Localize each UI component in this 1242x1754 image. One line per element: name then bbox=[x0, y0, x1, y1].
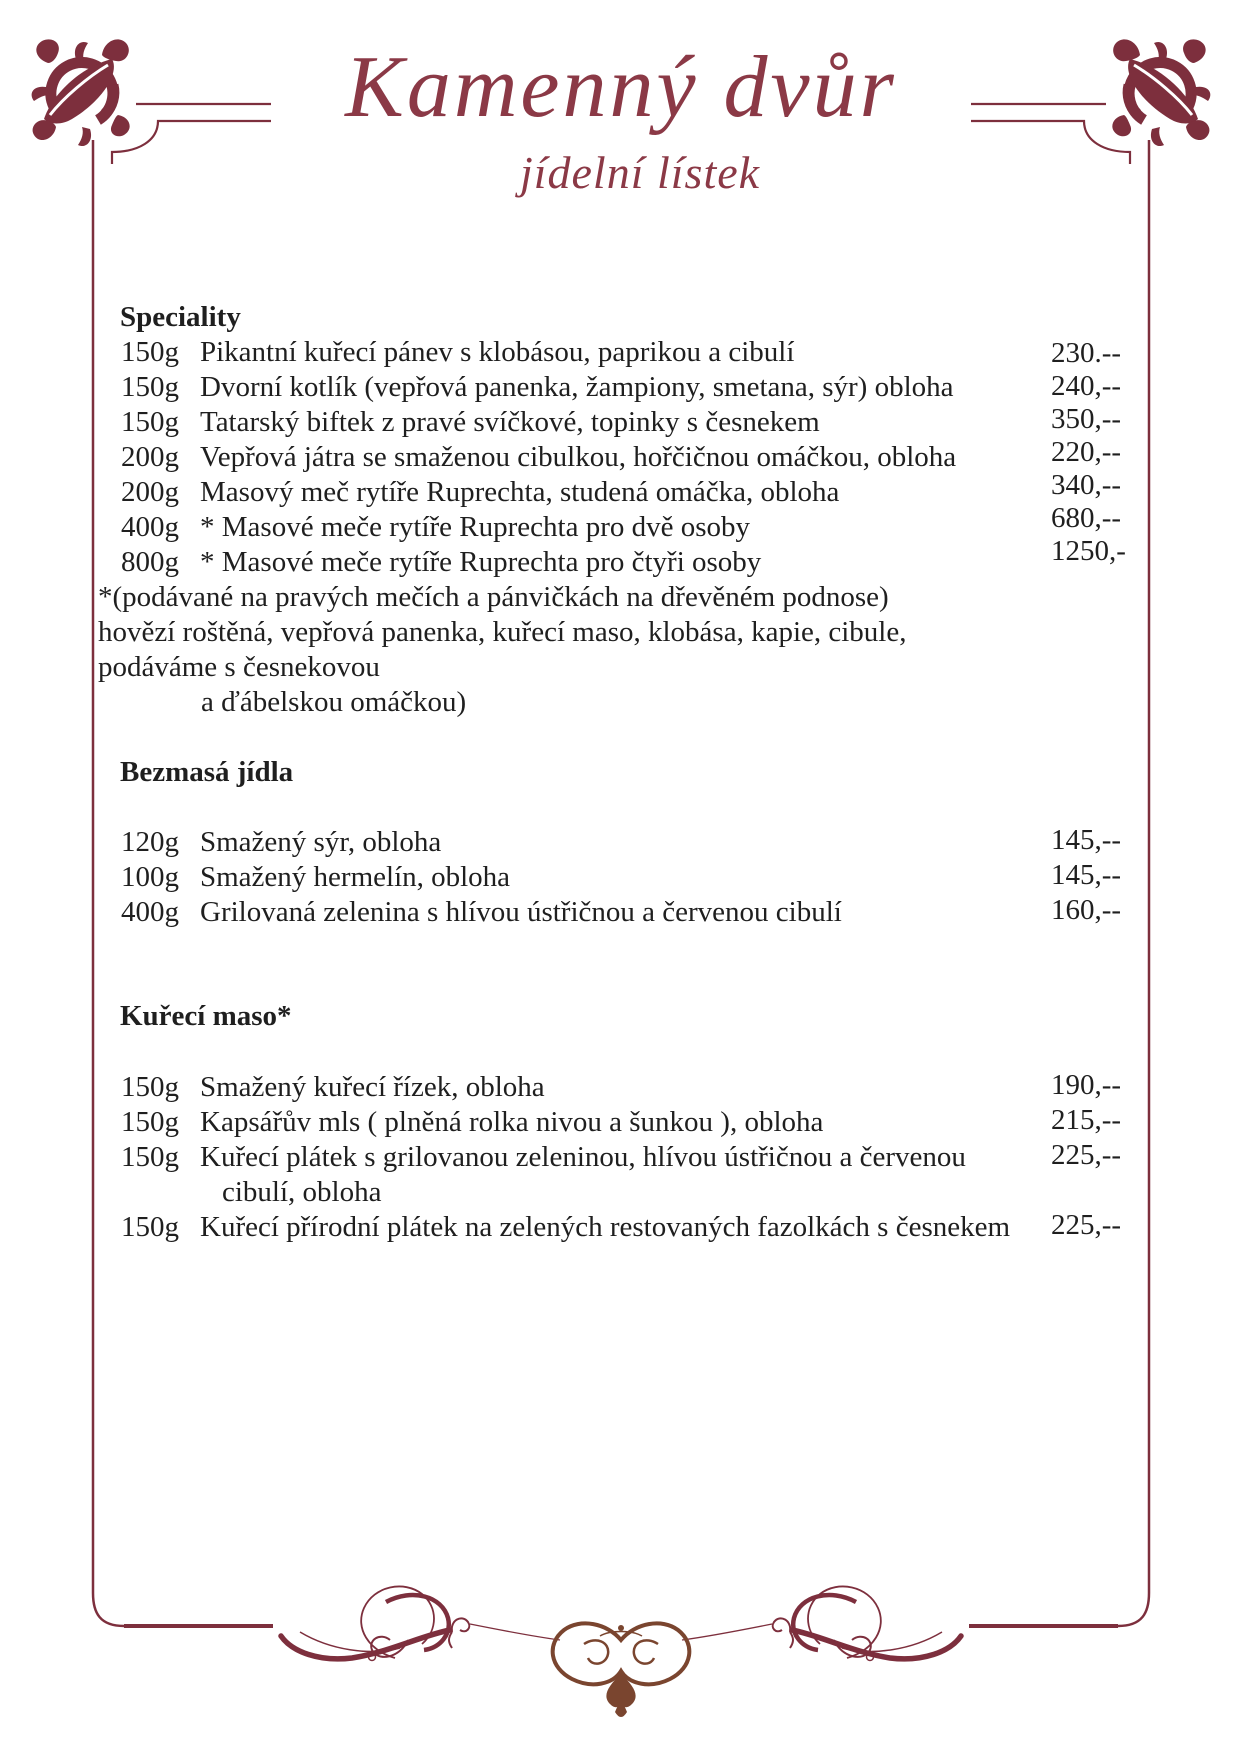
item-name: Kapsářův mls ( plněná rolka nivou a šunkou ), obloha bbox=[200, 1106, 824, 1138]
item-weight: 150g bbox=[121, 1071, 179, 1103]
item-weight: 150g bbox=[121, 406, 179, 438]
item-name: Tatarský biftek z pravé svíčkové, topinky s česnekem bbox=[200, 406, 820, 438]
bottom-flourish bbox=[281, 1586, 961, 1717]
item-price: 1250,- bbox=[1051, 535, 1126, 567]
item-price: 240,-- bbox=[1051, 370, 1122, 402]
menu-item-row bbox=[0, 370, 1242, 405]
item-name-wrap: cibulí, obloha bbox=[222, 1176, 382, 1208]
section-heading: Bezmasá jídla bbox=[120, 756, 294, 788]
item-weight: 150g bbox=[121, 371, 179, 403]
item-weight: 400g bbox=[121, 511, 179, 543]
item-weight: 120g bbox=[121, 826, 179, 858]
item-price: 340,-- bbox=[1051, 469, 1122, 501]
menu-item-row bbox=[0, 895, 1242, 930]
menu-item-row bbox=[0, 1070, 1242, 1105]
item-name: Grilovaná zelenina s hlívou ústřičnou a červenou cibulí bbox=[200, 896, 842, 928]
item-price: 145,-- bbox=[1051, 859, 1122, 891]
item-name: Kuřecí přírodní plátek na zelených restovaných fazolkách s česnekem bbox=[200, 1211, 1011, 1243]
item-price: 190,-- bbox=[1051, 1069, 1122, 1101]
page-title: Kamenný dvůr bbox=[345, 39, 897, 136]
item-name: * Masové meče rytíře Ruprechta pro dvě osoby bbox=[200, 511, 751, 543]
menu-item-row bbox=[0, 860, 1242, 895]
menu-item-row-wrap bbox=[0, 1175, 1242, 1210]
section-rows bbox=[0, 825, 1242, 930]
item-price: 220,-- bbox=[1051, 436, 1122, 468]
corner-ornament-right bbox=[1112, 39, 1210, 146]
menu-item-row bbox=[0, 535, 1242, 580]
item-weight: 200g bbox=[121, 476, 179, 508]
menu-item-row bbox=[0, 1140, 1242, 1175]
note-line: a ďábelskou omáčkou) bbox=[201, 686, 467, 718]
menu bbox=[0, 300, 1242, 1245]
item-name: Smažený kuřecí řízek, obloha bbox=[200, 1071, 545, 1103]
item-name: Masový meč rytíře Ruprechta, studená omáčka, obloha bbox=[200, 476, 840, 508]
item-name: Kuřecí plátek s grilovanou zeleninou, hlívou ústřičnou a červenou bbox=[200, 1141, 966, 1173]
note-line: hovězí roštěná, vepřová panenka, kuřecí maso, klobása, kapie, cibule, bbox=[98, 616, 907, 648]
item-name: Pikantní kuřecí pánev s klobásou, paprikou a cibulí bbox=[200, 336, 795, 368]
note-line: *(podávané na pravých mečích a pánvičkách na dřevěném podnose) bbox=[98, 581, 889, 613]
item-price: 225,-- bbox=[1051, 1139, 1122, 1171]
item-weight: 150g bbox=[121, 1211, 179, 1243]
section-rows bbox=[0, 335, 1242, 580]
item-weight: 800g bbox=[121, 546, 179, 578]
item-weight: 150g bbox=[121, 1141, 179, 1173]
item-name: Vepřová játra se smaženou cibulkou, hořčičnou omáčkou, obloha bbox=[200, 441, 957, 473]
item-weight: 150g bbox=[121, 336, 179, 368]
note-line: podáváme s česnekovou bbox=[98, 651, 380, 683]
section-rows bbox=[0, 1070, 1242, 1245]
item-weight: 100g bbox=[121, 861, 179, 893]
item-price: 680,-- bbox=[1051, 502, 1122, 534]
item-price: 350,-- bbox=[1051, 403, 1122, 435]
item-price: 145,-- bbox=[1051, 824, 1122, 856]
item-name: * Masové meče rytíře Ruprechta pro čtyři osoby bbox=[200, 546, 762, 578]
item-name: Dvorní kotlík (vepřová panenka, žampiony, smetana, sýr) obloha bbox=[200, 371, 954, 403]
item-price: 225,-- bbox=[1051, 1209, 1122, 1241]
item-price: 230.-- bbox=[1051, 337, 1122, 369]
item-weight: 200g bbox=[121, 441, 179, 473]
section-heading: Speciality bbox=[120, 301, 241, 333]
item-weight: 150g bbox=[121, 1106, 179, 1138]
corner-ornament-left bbox=[32, 39, 130, 146]
menu-item-row bbox=[0, 1105, 1242, 1140]
section-heading: Kuřecí maso* bbox=[120, 1000, 292, 1032]
menu-item-row bbox=[0, 335, 1242, 370]
item-weight: 400g bbox=[121, 896, 179, 928]
item-price: 215,-- bbox=[1051, 1104, 1122, 1136]
item-price: 160,-- bbox=[1051, 894, 1122, 926]
item-name: Smažený hermelín, obloha bbox=[200, 861, 511, 893]
page-subtitle: jídelní lístek bbox=[519, 147, 761, 198]
item-name: Smažený sýr, obloha bbox=[200, 826, 442, 858]
menu-item-row bbox=[0, 825, 1242, 860]
menu-item-row bbox=[0, 1210, 1242, 1245]
